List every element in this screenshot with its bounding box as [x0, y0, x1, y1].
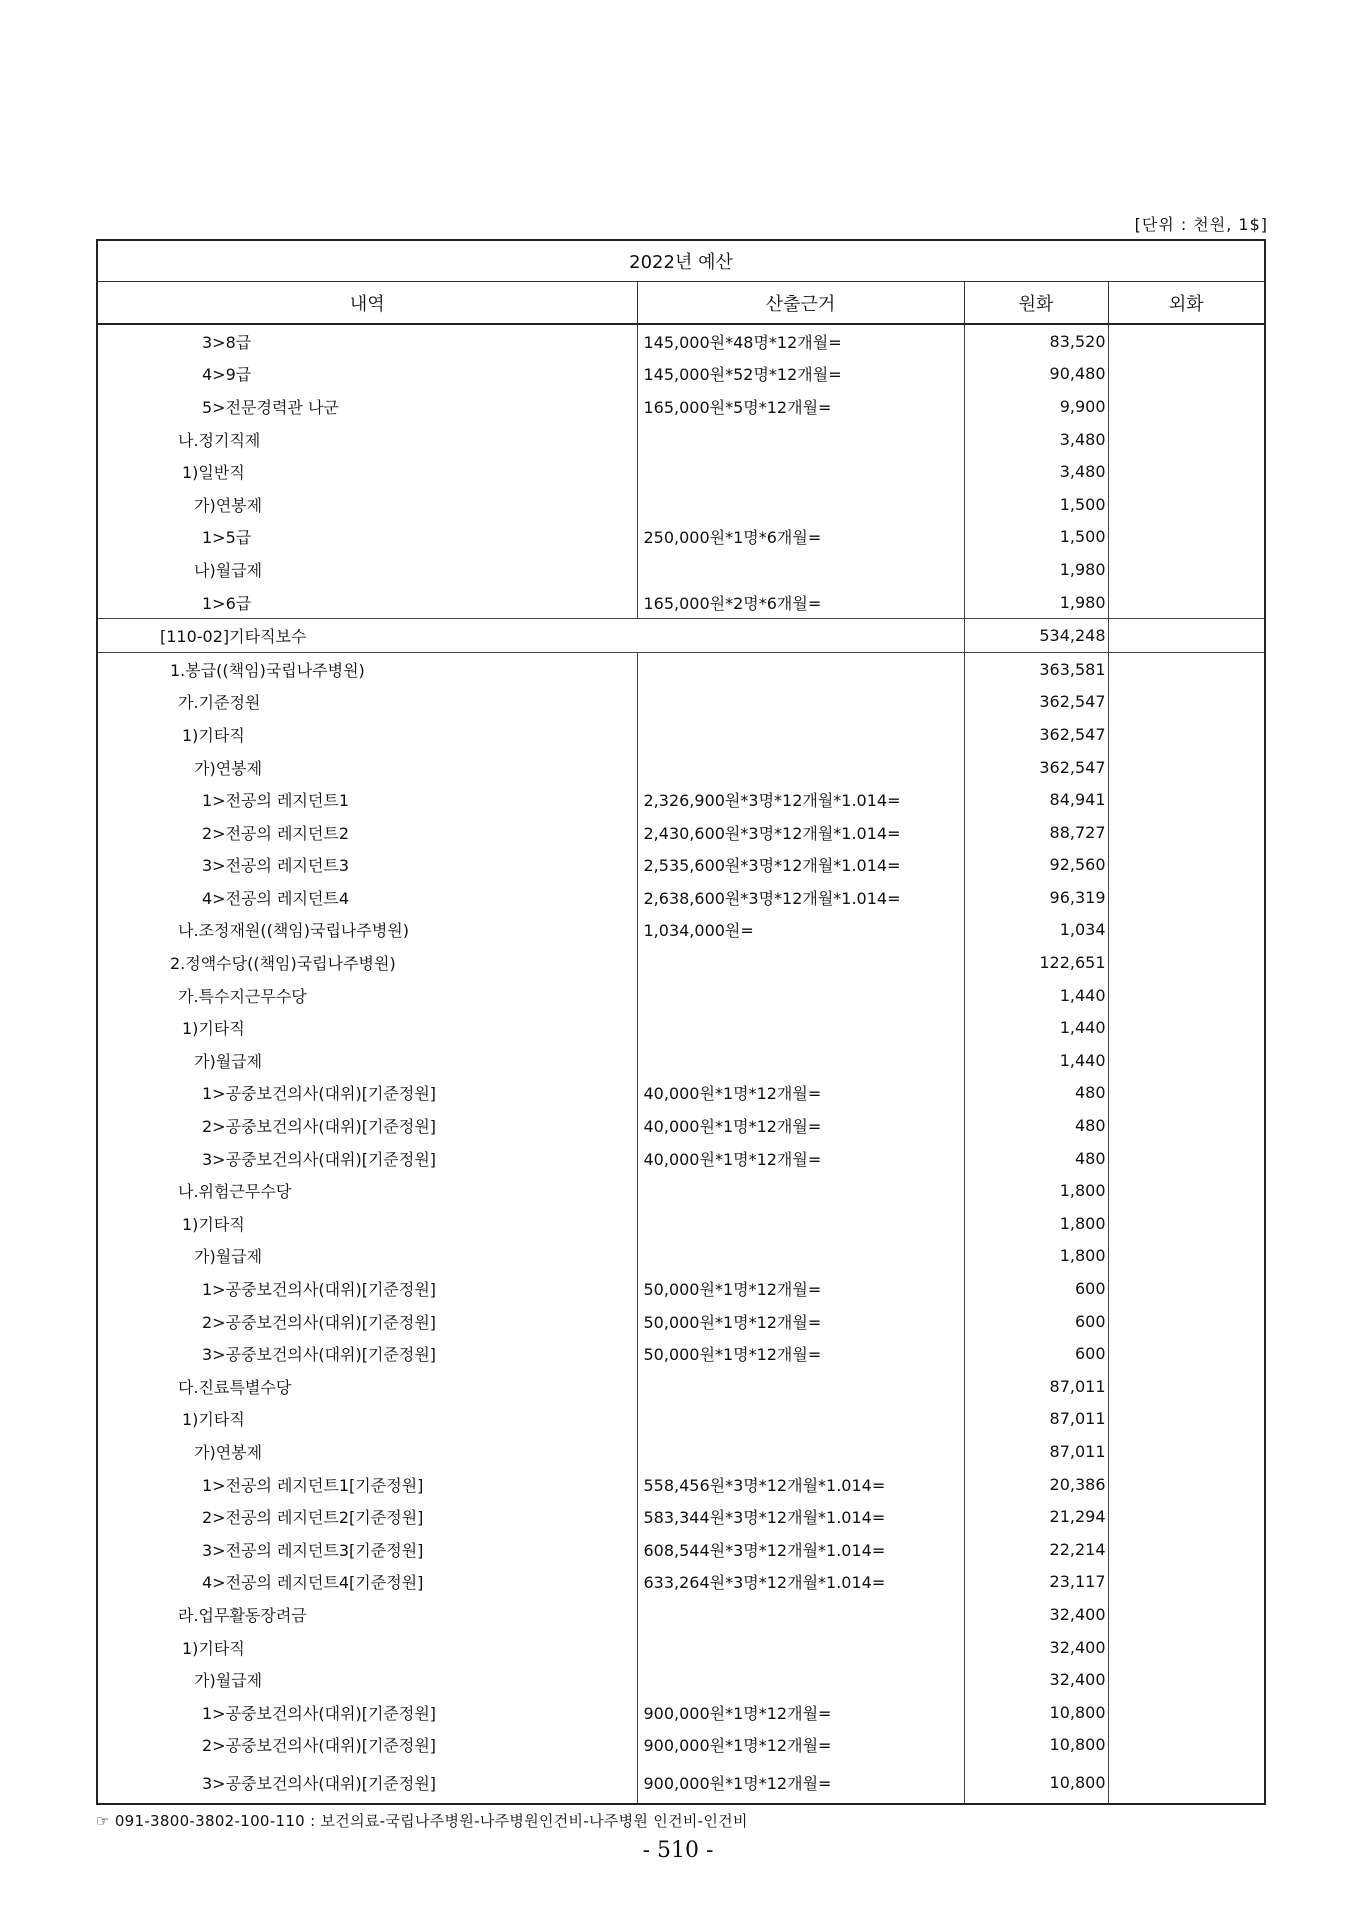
- table-row: [98, 881, 1264, 914]
- row-label: 1)기타직: [182, 725, 245, 745]
- row-fx: [1108, 881, 1264, 914]
- row-label: 나.정기직제: [178, 430, 261, 450]
- row-fx: [1108, 1663, 1264, 1696]
- row-fx: [1108, 652, 1264, 685]
- row-amount: 1,440: [964, 1011, 1108, 1044]
- row-fx: [1108, 1500, 1264, 1533]
- row-basis: [637, 553, 964, 586]
- row-basis: [637, 1174, 964, 1207]
- row-basis: [637, 1403, 964, 1436]
- row-amount: 10,800: [964, 1696, 1108, 1729]
- header-krw: 원화: [964, 282, 1108, 325]
- header-fx: 외화: [1108, 282, 1264, 325]
- unit-label: [단위 : 천원, 1$]: [1134, 215, 1268, 234]
- row-amount: 88,727: [964, 816, 1108, 849]
- row-basis: 900,000원*1명*12개월=: [637, 1696, 964, 1729]
- row-amount: 600: [964, 1305, 1108, 1338]
- table-row: [98, 652, 1264, 685]
- row-amount: 600: [964, 1337, 1108, 1370]
- row-amount: 22,214: [964, 1533, 1108, 1566]
- table-row: [98, 914, 1264, 947]
- row-basis: 2,535,600원*3명*12개월*1.014=: [637, 849, 964, 882]
- row-fx: [1108, 1077, 1264, 1110]
- row-basis: [637, 686, 964, 719]
- row-label: 3>공중보건의사(대위)[기준정원]: [202, 1773, 437, 1793]
- table-row: [98, 1761, 1264, 1803]
- row-fx: [1108, 358, 1264, 391]
- row-basis: 40,000원*1명*12개월=: [637, 1142, 964, 1175]
- table-row: [98, 423, 1264, 456]
- row-label: 1)기타직: [182, 1638, 245, 1658]
- row-amount: 87,011: [964, 1370, 1108, 1403]
- table-row: [98, 1696, 1264, 1729]
- row-basis: [637, 979, 964, 1012]
- row-basis: [637, 946, 964, 979]
- table-row: [98, 1370, 1264, 1403]
- row-basis: [637, 718, 964, 751]
- table-row: [98, 488, 1264, 521]
- row-fx: [1108, 390, 1264, 423]
- row-label: 가)월급제: [194, 1671, 263, 1691]
- row-amount: 90,480: [964, 358, 1108, 391]
- table-row: [98, 553, 1264, 586]
- row-basis: 608,544원*3명*12개월*1.014=: [637, 1533, 964, 1566]
- row-fx: [1108, 718, 1264, 751]
- row-label: 2>전공의 레지던트2[기준정원]: [202, 1508, 424, 1528]
- budget-table-frame: [96, 239, 1266, 1805]
- table-row: [98, 1631, 1264, 1664]
- row-basis: [637, 1663, 964, 1696]
- row-fx: [1108, 553, 1264, 586]
- row-basis: [637, 652, 964, 685]
- row-amount: 10,800: [964, 1761, 1108, 1803]
- row-amount: 1,800: [964, 1174, 1108, 1207]
- row-label: 1>전공의 레지던트1[기준정원]: [202, 1475, 424, 1495]
- table-body-lower: [98, 652, 1264, 1803]
- row-basis: 50,000원*1명*12개월=: [637, 1305, 964, 1338]
- table-row: [98, 1109, 1264, 1142]
- table-row: [98, 1598, 1264, 1631]
- table-row: [98, 455, 1264, 488]
- row-basis: 40,000원*1명*12개월=: [637, 1109, 964, 1142]
- row-label: 3>전공의 레지던트3[기준정원]: [202, 1540, 424, 1560]
- page-number: - 510 -: [642, 1838, 714, 1863]
- row-label: 2>공중보건의사(대위)[기준정원]: [202, 1117, 437, 1137]
- table-title: 2022년 예산: [98, 241, 1264, 282]
- row-basis: 583,344원*3명*12개월*1.014=: [637, 1500, 964, 1533]
- row-fx: [1108, 1533, 1264, 1566]
- row-amount: 87,011: [964, 1435, 1108, 1468]
- row-fx: [1108, 1142, 1264, 1175]
- row-amount: 1,980: [964, 553, 1108, 586]
- table-row: [98, 1011, 1264, 1044]
- row-amount: 96,319: [964, 881, 1108, 914]
- row-amount: 480: [964, 1077, 1108, 1110]
- row-fx: [1108, 1207, 1264, 1240]
- row-label: 나)월급제: [194, 560, 263, 580]
- footer-code: ☞ 091-3800-3802-100-110 : 보건의료-국립나주병원-나주병원인건비-나주병원 인건비-인건비: [96, 1812, 748, 1830]
- table-row: [98, 358, 1264, 391]
- row-amount: 87,011: [964, 1403, 1108, 1436]
- row-basis: 633,264원*3명*12개월*1.014=: [637, 1566, 964, 1599]
- table-row: [98, 1566, 1264, 1599]
- row-label: 4>9급: [202, 365, 252, 385]
- row-label: 1)기타직: [182, 1019, 245, 1039]
- row-basis: 250,000원*1명*6개월=: [637, 521, 964, 554]
- row-basis: [637, 1207, 964, 1240]
- table-row: [98, 1305, 1264, 1338]
- row-basis: 900,000원*1명*12개월=: [637, 1761, 964, 1803]
- row-basis: [637, 1598, 964, 1631]
- row-amount: 600: [964, 1272, 1108, 1305]
- row-basis: [637, 751, 964, 784]
- row-fx: [1108, 488, 1264, 521]
- row-amount: 1,440: [964, 979, 1108, 1012]
- table-row: [98, 1729, 1264, 1762]
- row-label: 1>공중보건의사(대위)[기준정원]: [202, 1280, 437, 1300]
- table-row: [98, 1044, 1264, 1077]
- row-basis: 50,000원*1명*12개월=: [637, 1272, 964, 1305]
- row-label: 가)연봉제: [194, 758, 263, 778]
- row-amount: 3,480: [964, 455, 1108, 488]
- row-amount: 480: [964, 1109, 1108, 1142]
- row-fx: [1108, 914, 1264, 947]
- row-fx: [1108, 979, 1264, 1012]
- row-basis: [637, 455, 964, 488]
- row-fx: [1108, 1468, 1264, 1501]
- row-basis: [637, 1370, 964, 1403]
- row-amount: 9,900: [964, 390, 1108, 423]
- row-basis: [637, 1011, 964, 1044]
- row-label: 1.봉급((책임)국립나주병원): [170, 660, 365, 680]
- row-basis: 2,430,600원*3명*12개월*1.014=: [637, 816, 964, 849]
- table-body-section: [98, 619, 1264, 653]
- row-label: 4>전공의 레지던트4[기준정원]: [202, 1573, 424, 1593]
- row-label: 가)월급제: [194, 1051, 263, 1071]
- row-basis: 1,034,000원=: [637, 914, 964, 947]
- row-fx: [1108, 686, 1264, 719]
- row-label: 3>공중보건의사(대위)[기준정원]: [202, 1345, 437, 1365]
- row-basis: [637, 423, 964, 456]
- row-fx: [1108, 1696, 1264, 1729]
- row-label: 가)월급제: [194, 1247, 263, 1267]
- row-fx: [1108, 423, 1264, 456]
- row-fx: [1108, 521, 1264, 554]
- row-label: 나.조정재원((책임)국립나주병원): [178, 921, 409, 941]
- row-amount: 1,440: [964, 1044, 1108, 1077]
- table-row: [98, 751, 1264, 784]
- row-label: 다.진료특별수당: [178, 1377, 292, 1397]
- row-amount: 122,651: [964, 946, 1108, 979]
- row-label: 1>공중보건의사(대위)[기준정원]: [202, 1703, 437, 1723]
- row-basis: [637, 1631, 964, 1664]
- row-amount: 3,480: [964, 423, 1108, 456]
- row-fx: [1108, 1109, 1264, 1142]
- table-row: [98, 390, 1264, 423]
- row-label: 3>전공의 레지던트3: [202, 856, 350, 876]
- row-amount: 32,400: [964, 1663, 1108, 1696]
- row-amount: 21,294: [964, 1500, 1108, 1533]
- row-label: 1>6급: [202, 593, 252, 613]
- table-row: [98, 1174, 1264, 1207]
- table-row: [98, 1403, 1264, 1436]
- section-label: [110-02]기타직보수: [98, 619, 964, 653]
- row-amount: 362,547: [964, 686, 1108, 719]
- row-label: 가)연봉제: [194, 495, 263, 515]
- row-basis: [637, 488, 964, 521]
- row-fx: [1108, 455, 1264, 488]
- row-fx: [1108, 751, 1264, 784]
- row-fx: [1108, 1240, 1264, 1273]
- row-label: 4>전공의 레지던트4: [202, 888, 350, 908]
- row-amount: 363,581: [964, 652, 1108, 685]
- row-label: 2>전공의 레지던트2: [202, 823, 350, 843]
- row-amount: 1,800: [964, 1207, 1108, 1240]
- table-row: [98, 521, 1264, 554]
- row-fx: [1108, 1174, 1264, 1207]
- section-row: [98, 619, 1264, 653]
- row-amount: 20,386: [964, 1468, 1108, 1501]
- row-fx: [1108, 783, 1264, 816]
- table-row: [98, 1142, 1264, 1175]
- row-fx: [1108, 324, 1264, 358]
- table-row: [98, 1500, 1264, 1533]
- row-fx: [1108, 816, 1264, 849]
- row-basis: [637, 1044, 964, 1077]
- header-basis: 산출근거: [637, 282, 964, 325]
- row-amount: 10,800: [964, 1729, 1108, 1762]
- header-item: 내역: [98, 282, 637, 325]
- row-amount: 1,500: [964, 488, 1108, 521]
- row-amount: 1,034: [964, 914, 1108, 947]
- table-row: [98, 1337, 1264, 1370]
- row-label: 1)기타직: [182, 1410, 245, 1430]
- row-amount: 84,941: [964, 783, 1108, 816]
- table-row: [98, 1240, 1264, 1273]
- table-body-upper: [98, 324, 1264, 619]
- row-fx: [1108, 1337, 1264, 1370]
- row-label: 2>공중보건의사(대위)[기준정원]: [202, 1312, 437, 1332]
- row-basis: [637, 1240, 964, 1273]
- table-row: [98, 1272, 1264, 1305]
- table-row: [98, 946, 1264, 979]
- row-fx: [1108, 1729, 1264, 1762]
- table-row: [98, 1663, 1264, 1696]
- row-fx: [1108, 1305, 1264, 1338]
- row-fx: [1108, 1403, 1264, 1436]
- table-row: [98, 718, 1264, 751]
- row-fx: [1108, 1631, 1264, 1664]
- row-fx: [1108, 1044, 1264, 1077]
- row-label: 가.특수지근무수당: [178, 986, 307, 1006]
- row-fx: [1108, 1011, 1264, 1044]
- row-label: 가)연봉제: [194, 1442, 263, 1462]
- row-label: 5>전문경력관 나군: [202, 397, 339, 417]
- table-row: [98, 783, 1264, 816]
- row-amount: 1,500: [964, 521, 1108, 554]
- row-amount: 92,560: [964, 849, 1108, 882]
- row-amount: 362,547: [964, 718, 1108, 751]
- row-basis: 165,000원*2명*6개월=: [637, 586, 964, 619]
- table-row: [98, 1077, 1264, 1110]
- table-row: [98, 816, 1264, 849]
- table-row: [98, 1435, 1264, 1468]
- row-label: 가.기준정원: [178, 693, 261, 713]
- row-label: 2>공중보건의사(대위)[기준정원]: [202, 1736, 437, 1756]
- row-fx: [1108, 1370, 1264, 1403]
- row-basis: 165,000원*5명*12개월=: [637, 390, 964, 423]
- row-label: 1)일반직: [182, 463, 245, 483]
- row-fx: [1108, 1598, 1264, 1631]
- row-fx: [1108, 849, 1264, 882]
- section-amount: 534,248: [964, 619, 1108, 653]
- row-amount: 32,400: [964, 1631, 1108, 1664]
- row-amount: 83,520: [964, 324, 1108, 358]
- row-label: 1>5급: [202, 528, 252, 548]
- table-row: [98, 1468, 1264, 1501]
- row-label: 1>전공의 레지던트1: [202, 791, 350, 811]
- row-fx: [1108, 946, 1264, 979]
- row-basis: 558,456원*3명*12개월*1.014=: [637, 1468, 964, 1501]
- table-row: [98, 979, 1264, 1012]
- row-fx: [1108, 586, 1264, 619]
- row-label: 라.업무활동장려금: [178, 1605, 307, 1625]
- row-amount: 32,400: [964, 1598, 1108, 1631]
- row-amount: 362,547: [964, 751, 1108, 784]
- budget-table: [98, 241, 1264, 1803]
- row-fx: [1108, 1435, 1264, 1468]
- table-row: [98, 1207, 1264, 1240]
- row-basis: [637, 1435, 964, 1468]
- row-amount: 1,800: [964, 1240, 1108, 1273]
- table-row: [98, 849, 1264, 882]
- row-basis: 40,000원*1명*12개월=: [637, 1077, 964, 1110]
- row-label: 3>8급: [202, 332, 252, 352]
- row-basis: 900,000원*1명*12개월=: [637, 1729, 964, 1762]
- row-label: 3>공중보건의사(대위)[기준정원]: [202, 1149, 437, 1169]
- row-basis: 50,000원*1명*12개월=: [637, 1337, 964, 1370]
- row-label: 나.위험근무수당: [178, 1182, 292, 1202]
- row-amount: 1,980: [964, 586, 1108, 619]
- row-label: 1)기타직: [182, 1214, 245, 1234]
- row-fx: [1108, 1272, 1264, 1305]
- row-amount: 480: [964, 1142, 1108, 1175]
- row-amount: 23,117: [964, 1566, 1108, 1599]
- table-row: [98, 586, 1264, 619]
- row-basis: 2,638,600원*3명*12개월*1.014=: [637, 881, 964, 914]
- row-label: 2.정액수당((책임)국립나주병원): [170, 954, 396, 974]
- row-fx: [1108, 1761, 1264, 1803]
- row-basis: 2,326,900원*3명*12개월*1.014=: [637, 783, 964, 816]
- row-label: 1>공중보건의사(대위)[기준정원]: [202, 1084, 437, 1104]
- table-row: [98, 1533, 1264, 1566]
- row-basis: 145,000원*52명*12개월=: [637, 358, 964, 391]
- row-fx: [1108, 1566, 1264, 1599]
- row-basis: 145,000원*48명*12개월=: [637, 324, 964, 358]
- table-row: [98, 686, 1264, 719]
- table-row: [98, 324, 1264, 358]
